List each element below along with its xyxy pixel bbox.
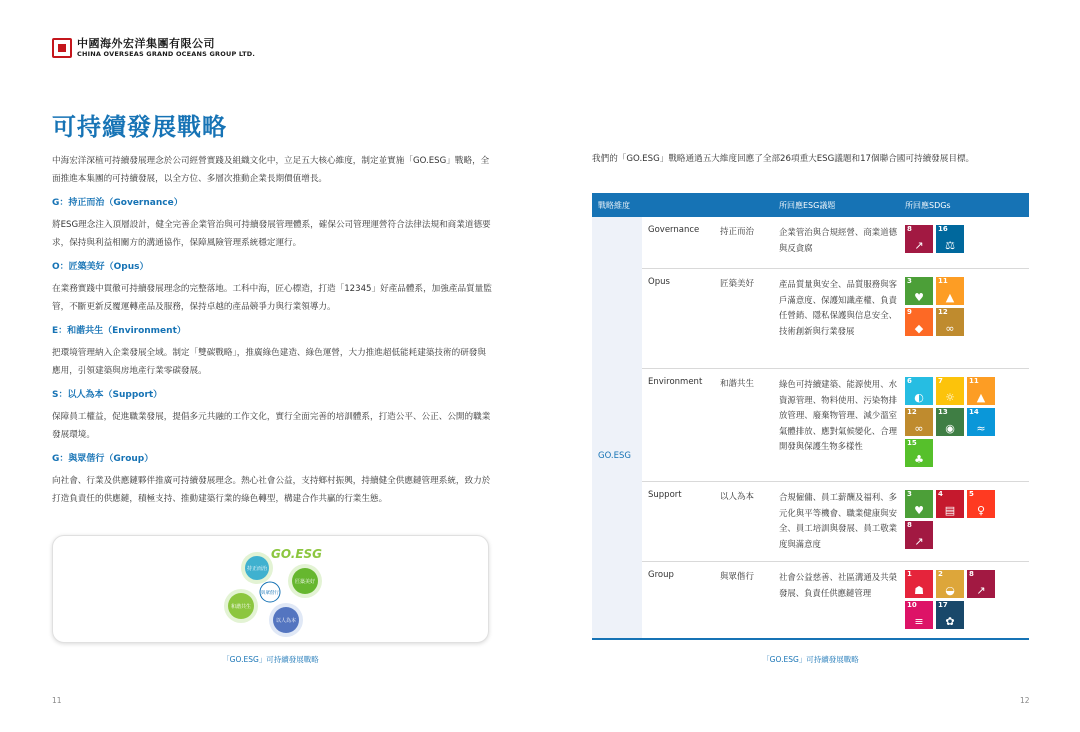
header-sdgs: 所回應SDGs xyxy=(905,201,951,210)
row-dimension: Opus xyxy=(648,277,670,287)
sdg-4-icon xyxy=(936,490,964,518)
diagram-node-support: 以人為本 xyxy=(275,618,297,624)
section-body-group: 向社會、行業及供應鏈夥伴推廣可持續發展理念。熱心社會公益，支持鄉村振興，持續健全供應鏈管理系統，致力於打造負責任的供應鏈，積極支持、推動建築行業的綠色轉型，構建合作共贏的行業生態。 xyxy=(52,476,491,504)
sdg-number: 15 xyxy=(907,439,917,447)
row-dimension: Governance xyxy=(648,225,700,235)
sdg-glyph: ♀ xyxy=(976,504,986,517)
sdg-number: 2 xyxy=(938,570,943,578)
sdg-glyph: ≡ xyxy=(914,615,924,628)
strategy-text xyxy=(52,152,492,514)
row-topics: 合規僱傭、員工薪酬及福利、多元化與平等機會、職業健康與安全、員工培訓與發展、員工敬業度與滿意度 xyxy=(779,492,897,549)
sdg-8-icon xyxy=(967,570,995,598)
company-logo xyxy=(52,38,255,58)
sdg-1-icon xyxy=(905,570,933,598)
sdg-12-icon xyxy=(936,308,964,336)
sdg-number: 7 xyxy=(938,377,943,385)
sdg-glyph: ♥ xyxy=(914,291,924,304)
section-body-opus: 在業務實踐中貫徹可持續發展理念的完整落地。工科中海，匠心標造，打造「12345」好產品體系，加強產品質量監管，不斷更新反覆運轉產品及服務，保持卓越的產品競爭力與行業領導力。 xyxy=(52,284,492,312)
page-number-left: 11 xyxy=(52,696,62,705)
sdg-number: 10 xyxy=(907,601,917,609)
sdg-7-icon xyxy=(936,377,964,405)
diagram-node-environment: 和諧共生 xyxy=(230,604,252,610)
section-heading-governance: G：持正而治（Governance） xyxy=(52,198,183,208)
section-heading-environment: E：和諧共生（Environment） xyxy=(52,326,186,336)
row-topics: 綠色可持續建築、能源使用、水資源管理、物料使用、污染物排放管理、廢棄物管理、減少溫室氣體排放、應對氣候變化、合理開發與保護生物多樣性 xyxy=(779,379,897,451)
sdg-6-icon xyxy=(905,377,933,405)
logo-mark xyxy=(52,38,72,58)
sdg-glyph: ▤ xyxy=(944,504,956,517)
sdg-glyph: ≈ xyxy=(976,422,986,435)
sdg-number: 8 xyxy=(907,521,912,529)
row-dimension-cn: 匠築美好 xyxy=(720,279,755,289)
row-dimension: Environment xyxy=(648,377,703,387)
sdg-2-icon xyxy=(936,570,964,598)
table-row xyxy=(642,269,1029,369)
diagram-node-opus: 匠築美好 xyxy=(294,579,316,585)
sdg-number: 8 xyxy=(907,225,912,233)
row-dimension: Group xyxy=(648,570,674,580)
esg-dimension-table xyxy=(592,193,1029,641)
table-caption: 「GO.ESG」可持續發展戰略 xyxy=(762,655,859,664)
sdg-icons xyxy=(905,377,1000,467)
row-dimension-cn: 和諧共生 xyxy=(720,379,755,389)
table-group-label: GO.ESG xyxy=(598,451,631,461)
sdg-3-icon xyxy=(905,277,933,305)
logo-chinese-name: 中國海外宏洋集團有限公司 xyxy=(77,37,215,51)
sdg-glyph: ▲ xyxy=(976,391,986,404)
sdg-glyph: ✿ xyxy=(945,615,955,628)
sdg-11-icon xyxy=(936,277,964,305)
sdg-9-icon xyxy=(905,308,933,336)
go-esg-diagram-logo: GO.ESG xyxy=(271,547,323,561)
sdg-10-icon xyxy=(905,601,933,629)
row-dimension-cn: 與眾偕行 xyxy=(720,572,755,582)
page-number-right: 12 xyxy=(1020,696,1030,705)
table-header xyxy=(592,193,1029,217)
section-body-support: 保障員工權益，促進職業發展，提倡多元共融的工作文化，實行全面完善的培訓體系，打造公平、公正、公開的職業發展環境。 xyxy=(52,412,491,440)
sdg-number: 9 xyxy=(907,308,912,316)
diagram-center: 與眾偕行 xyxy=(261,591,279,596)
sdg-number: 12 xyxy=(907,408,917,416)
sdg-number: 16 xyxy=(938,225,948,233)
sdg-glyph: ▲ xyxy=(945,291,955,304)
sdg-number: 6 xyxy=(907,377,912,385)
sdg-8-icon xyxy=(905,521,933,549)
go-esg-diagram-graphic xyxy=(53,536,490,644)
sdg-16-icon xyxy=(936,225,964,253)
sdg-glyph: ☗ xyxy=(914,584,924,597)
sdg-glyph: ↗ xyxy=(976,584,986,597)
sdg-glyph: ⚖ xyxy=(945,239,955,252)
section-heading-group: G：與眾偕行（Group） xyxy=(52,454,154,464)
sdg-8-icon xyxy=(905,225,933,253)
header-topics: 所回應ESG議題 xyxy=(779,201,836,210)
sdg-number: 14 xyxy=(969,408,979,416)
section-heading-support: S：以人為本（Support） xyxy=(52,390,163,400)
sdg-glyph: ↗ xyxy=(914,535,924,548)
sdg-15-icon xyxy=(905,439,933,467)
sdg-11-icon xyxy=(967,377,995,405)
sdg-number: 12 xyxy=(938,308,948,316)
section-body-environment: 把環境管理納入企業發展全域。制定「雙碳戰略」，推廣綠色建造、綠色運營，大力推進超低能耗建築技術的研發與應用，引領建築與房地產行業零碳發展。 xyxy=(52,348,486,376)
sdg-number: 13 xyxy=(938,408,948,416)
sdg-5-icon xyxy=(967,490,995,518)
sdg-icons xyxy=(905,225,969,253)
sdg-glyph: ↗ xyxy=(914,239,924,252)
sdg-glyph: ♥ xyxy=(914,504,924,517)
sdg-13-icon xyxy=(936,408,964,436)
strategy-intro: 中海宏洋深植可持續發展理念於公司經營實踐及組織文化中，立足五大核心維度，制定並實施「GO.ESG」戰略，全面推進本集團的可持續發展，以全方位、多層次推動企業長期價值增長。 xyxy=(52,156,490,184)
sdg-number: 1 xyxy=(907,570,912,578)
sdg-number: 8 xyxy=(969,570,974,578)
diagram-caption: 「GO.ESG」可持續發展戰略 xyxy=(222,655,319,664)
sdg-number: 3 xyxy=(907,490,912,498)
row-dimension-cn: 持正而治 xyxy=(720,227,755,237)
sdg-number: 5 xyxy=(969,490,974,498)
sdg-number: 17 xyxy=(938,601,948,609)
row-topics: 產品質量與安全、品質服務與客戶滿意度、保護知識產權、負責任營銷、隱私保護與信息安全、技術創新與行業發展 xyxy=(779,279,897,336)
sdg-number: 11 xyxy=(938,277,948,285)
sdg-number: 11 xyxy=(969,377,979,385)
sdg-17-icon xyxy=(936,601,964,629)
sdg-glyph: ♣ xyxy=(914,453,924,466)
sdg-3-icon xyxy=(905,490,933,518)
table-row xyxy=(642,562,1029,638)
page-title: 可持續發展戰略 xyxy=(52,113,227,141)
sdg-glyph: ∞ xyxy=(945,322,955,335)
sdg-icons xyxy=(905,277,969,336)
row-topics: 社會公益慈善、社區溝通及共榮發展、負責任供應鏈管理 xyxy=(779,572,897,598)
sdg-number: 4 xyxy=(938,490,943,498)
section-body-governance: 將ESG理念注入頂層設計，健全完善企業管治與可持續發展管理體系，確保公司管理運營符合法律法規和商業道德要求，保持與利益相關方的溝通協作，保障風險管理系統穩定運行。 xyxy=(52,220,491,248)
sdg-icons xyxy=(905,570,1000,629)
row-dimension: Support xyxy=(648,490,682,500)
section-heading-opus: O：匠築美好（Opus） xyxy=(52,262,149,272)
sdg-12-icon xyxy=(905,408,933,436)
table-row xyxy=(642,217,1029,269)
diagram-node-governance: 持正而治 xyxy=(246,566,268,572)
sdg-icons xyxy=(905,490,1000,549)
sdg-glyph: ◐ xyxy=(914,391,924,404)
table-group-cell xyxy=(592,217,642,638)
logo-english-name: CHINA OVERSEAS GRAND OCEANS GROUP LTD. xyxy=(77,50,256,59)
table-row xyxy=(642,369,1029,482)
go-esg-diagram xyxy=(52,535,489,643)
table-intro: 我們的「GO.ESG」戰略通過五大維度回應了全部26項重大ESG議題和17個聯合國可持續發展目標。 xyxy=(592,154,975,164)
sdg-glyph: ∞ xyxy=(914,422,924,435)
row-topics: 企業管治與合規經營、商業道德與反貪腐 xyxy=(779,227,897,253)
sdg-glyph: ☼ xyxy=(945,391,955,404)
row-dimension-cn: 以人為本 xyxy=(720,492,755,502)
sdg-glyph: ◉ xyxy=(945,422,955,435)
header-dimension: 戰略維度 xyxy=(598,201,630,210)
sdg-glyph: ◆ xyxy=(914,322,924,335)
sdg-number: 3 xyxy=(907,277,912,285)
sdg-glyph: ◒ xyxy=(945,584,955,597)
table-row xyxy=(642,482,1029,562)
table-bottom-rule xyxy=(592,638,1029,640)
sdg-14-icon xyxy=(967,408,995,436)
